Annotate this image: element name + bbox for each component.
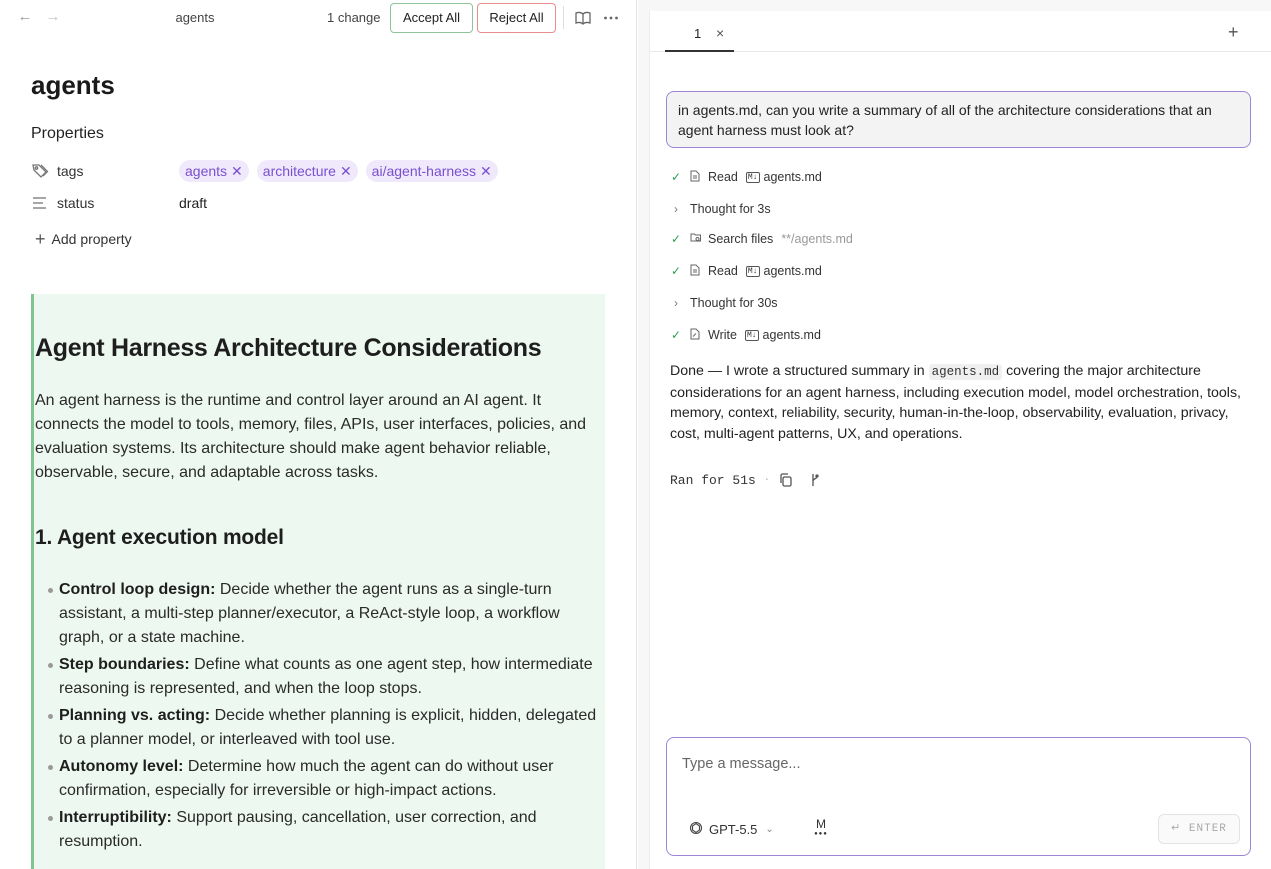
chevron-right-icon: › [674, 202, 678, 216]
list-item-term: Autonomy level: [59, 758, 184, 775]
step-verb: Read [708, 170, 738, 184]
folder-search-icon [690, 232, 702, 247]
list-item [47, 704, 605, 752]
step-verb: Read [708, 264, 738, 278]
chevron-down-icon: ⌄ [765, 824, 774, 835]
check-icon: ✓ [670, 232, 682, 246]
editor-toolbar [0, 0, 637, 36]
accept-all-button[interactable]: Accept All [390, 3, 473, 33]
file-icon [690, 264, 702, 279]
run-duration: Ran for 51s [670, 472, 756, 488]
tag-chip[interactable] [366, 160, 498, 182]
send-button[interactable]: ↵ ENTER [1158, 814, 1240, 844]
tool-step-read[interactable] [670, 167, 822, 187]
change-count: 1 change [327, 10, 381, 25]
file-icon [690, 170, 702, 185]
answer-filename: agents.md [929, 364, 1003, 380]
separator-dot: · [763, 474, 770, 486]
reject-all-button[interactable]: Reject All [477, 3, 556, 33]
remove-tag-icon[interactable]: ✕ [231, 163, 243, 179]
reading-mode-book-icon[interactable] [574, 9, 592, 27]
toolbar-divider [563, 6, 564, 29]
list-item [47, 755, 605, 803]
copy-icon[interactable] [778, 472, 794, 488]
status-value[interactable]: draft [179, 195, 208, 211]
remove-tag-icon[interactable]: ✕ [479, 163, 492, 179]
property-row-tags [31, 160, 611, 182]
document-title: agents [175, 10, 215, 25]
content-heading-1: Agent Harness Architecture Considerations [35, 334, 542, 362]
chat-tab-label: 1 [694, 26, 702, 41]
check-icon: ✓ [670, 328, 682, 342]
openai-logo-icon [689, 821, 703, 838]
list-item-text: Decide whether planning is explicit, hidden, delegated to a planner model, or interleaved with tool use. [59, 707, 597, 748]
tag-chip[interactable] [179, 160, 249, 182]
forward-arrow-icon[interactable]: → [45, 8, 61, 25]
mode-label: M [816, 817, 826, 831]
step-verb: Search files [708, 232, 774, 246]
thought-step[interactable] [670, 199, 779, 219]
plus-icon: + [35, 229, 46, 249]
message-input[interactable] [682, 756, 1232, 772]
check-icon: ✓ [670, 264, 682, 278]
text-lines-icon [31, 194, 49, 212]
md-file-icon: M↓ [746, 330, 757, 340]
send-label: ENTER [1188, 823, 1227, 835]
add-property-button[interactable] [35, 231, 132, 247]
message-composer [666, 737, 1251, 856]
tag-text: architecture [262, 163, 336, 179]
step-target: agents.md [762, 328, 821, 342]
search-pattern: **/agents.md [781, 232, 853, 246]
thought-step[interactable] [670, 293, 786, 313]
answer-text-end: covering the major architecture considerations for an agent harness, including execution model, model orchestration, tools, memory, context, reliability, security, human-in-the-loop, observability, evaluation, privacy, cost, multi-agent patterns, UX, and operations. [670, 363, 1241, 442]
list-item-text: Define what counts as one agent step, how intermediate reasoning is represented, and when the loop stops. [59, 656, 593, 697]
step-verb: Thought for 30s [690, 296, 778, 310]
md-file-icon: M↓ [747, 172, 758, 182]
consideration-list [47, 578, 605, 857]
tag-text: agents [185, 163, 228, 179]
more-options-icon[interactable] [602, 9, 620, 27]
tool-step-read[interactable] [670, 261, 822, 281]
tag-chip[interactable] [257, 160, 358, 182]
file-edit-icon [690, 328, 702, 343]
chat-pane [649, 11, 1271, 869]
list-item [47, 806, 605, 854]
list-item-text: Decide whether the agent runs as a single-turn assistant, a multi-step planner/executor, a ReAct-style loop, a workflow graph, or a state machine. [59, 581, 560, 646]
list-item-term: Planning vs. acting: [59, 707, 211, 724]
tag-list [179, 160, 498, 182]
list-item [47, 653, 605, 701]
run-summary [670, 472, 838, 488]
mode-level-dots-icon: ●●● [814, 831, 828, 837]
added-content-diff-block [31, 294, 605, 869]
model-selector[interactable] [689, 821, 774, 838]
check-icon: ✓ [670, 170, 682, 184]
md-file-icon: M↓ [747, 266, 758, 276]
chat-tab[interactable] [665, 11, 734, 52]
new-chat-plus-icon[interactable]: + [1228, 22, 1239, 42]
model-name: GPT-5.5 [709, 822, 758, 837]
add-property-label: Add property [51, 231, 132, 247]
list-item-text: Support pausing, cancellation, user correction, and resumption. [59, 809, 537, 850]
user-message: in agents.md, can you write a summary of all of the architecture considerations that an agent harness must look at? [666, 91, 1251, 148]
chat-tab-bar [650, 11, 1271, 52]
step-verb: Thought for 3s [690, 202, 771, 216]
intro-paragraph: An agent harness is the runtime and control layer around an AI agent. It connects the model to tools, memory, files, APIs, user interfaces, policies, and evaluation systems. Its architecture should make agent behavior reliable, observable, secure, and adaptable across tasks. [35, 392, 587, 481]
list-item [47, 578, 605, 650]
properties-heading: Properties [31, 125, 104, 142]
tags-label[interactable]: tags [57, 163, 84, 179]
page-title: agents [31, 70, 115, 100]
tool-step-search[interactable] [670, 229, 853, 249]
step-target: agents.md [763, 264, 822, 278]
tool-step-write[interactable] [670, 325, 821, 345]
step-target: agents.md [763, 170, 822, 184]
answer-text-start: Done — I wrote a structured summary in [670, 363, 929, 379]
branch-icon[interactable] [808, 472, 824, 488]
assistant-message [670, 361, 1245, 444]
list-item-term: Step boundaries: [59, 656, 190, 673]
content-heading-2: 1. Agent execution model [35, 526, 284, 549]
status-label[interactable]: status [57, 195, 95, 211]
list-item-text: Determine how much the agent can do without user confirmation, especially for irreversible or high-impact actions. [59, 758, 554, 799]
back-arrow-icon[interactable]: ← [17, 8, 33, 25]
mode-selector[interactable] [809, 818, 833, 842]
list-item-term: Control loop design: [59, 581, 216, 598]
tag-text: ai/agent-harness [371, 163, 476, 179]
list-item-term: Interruptibility: [59, 809, 172, 826]
chevron-right-icon: › [674, 296, 678, 310]
close-tab-icon[interactable]: × [716, 25, 725, 41]
tag-icon [31, 162, 49, 180]
property-row-status [31, 192, 611, 214]
remove-tag-icon[interactable]: ✕ [339, 163, 352, 179]
step-verb: Write [708, 328, 737, 342]
